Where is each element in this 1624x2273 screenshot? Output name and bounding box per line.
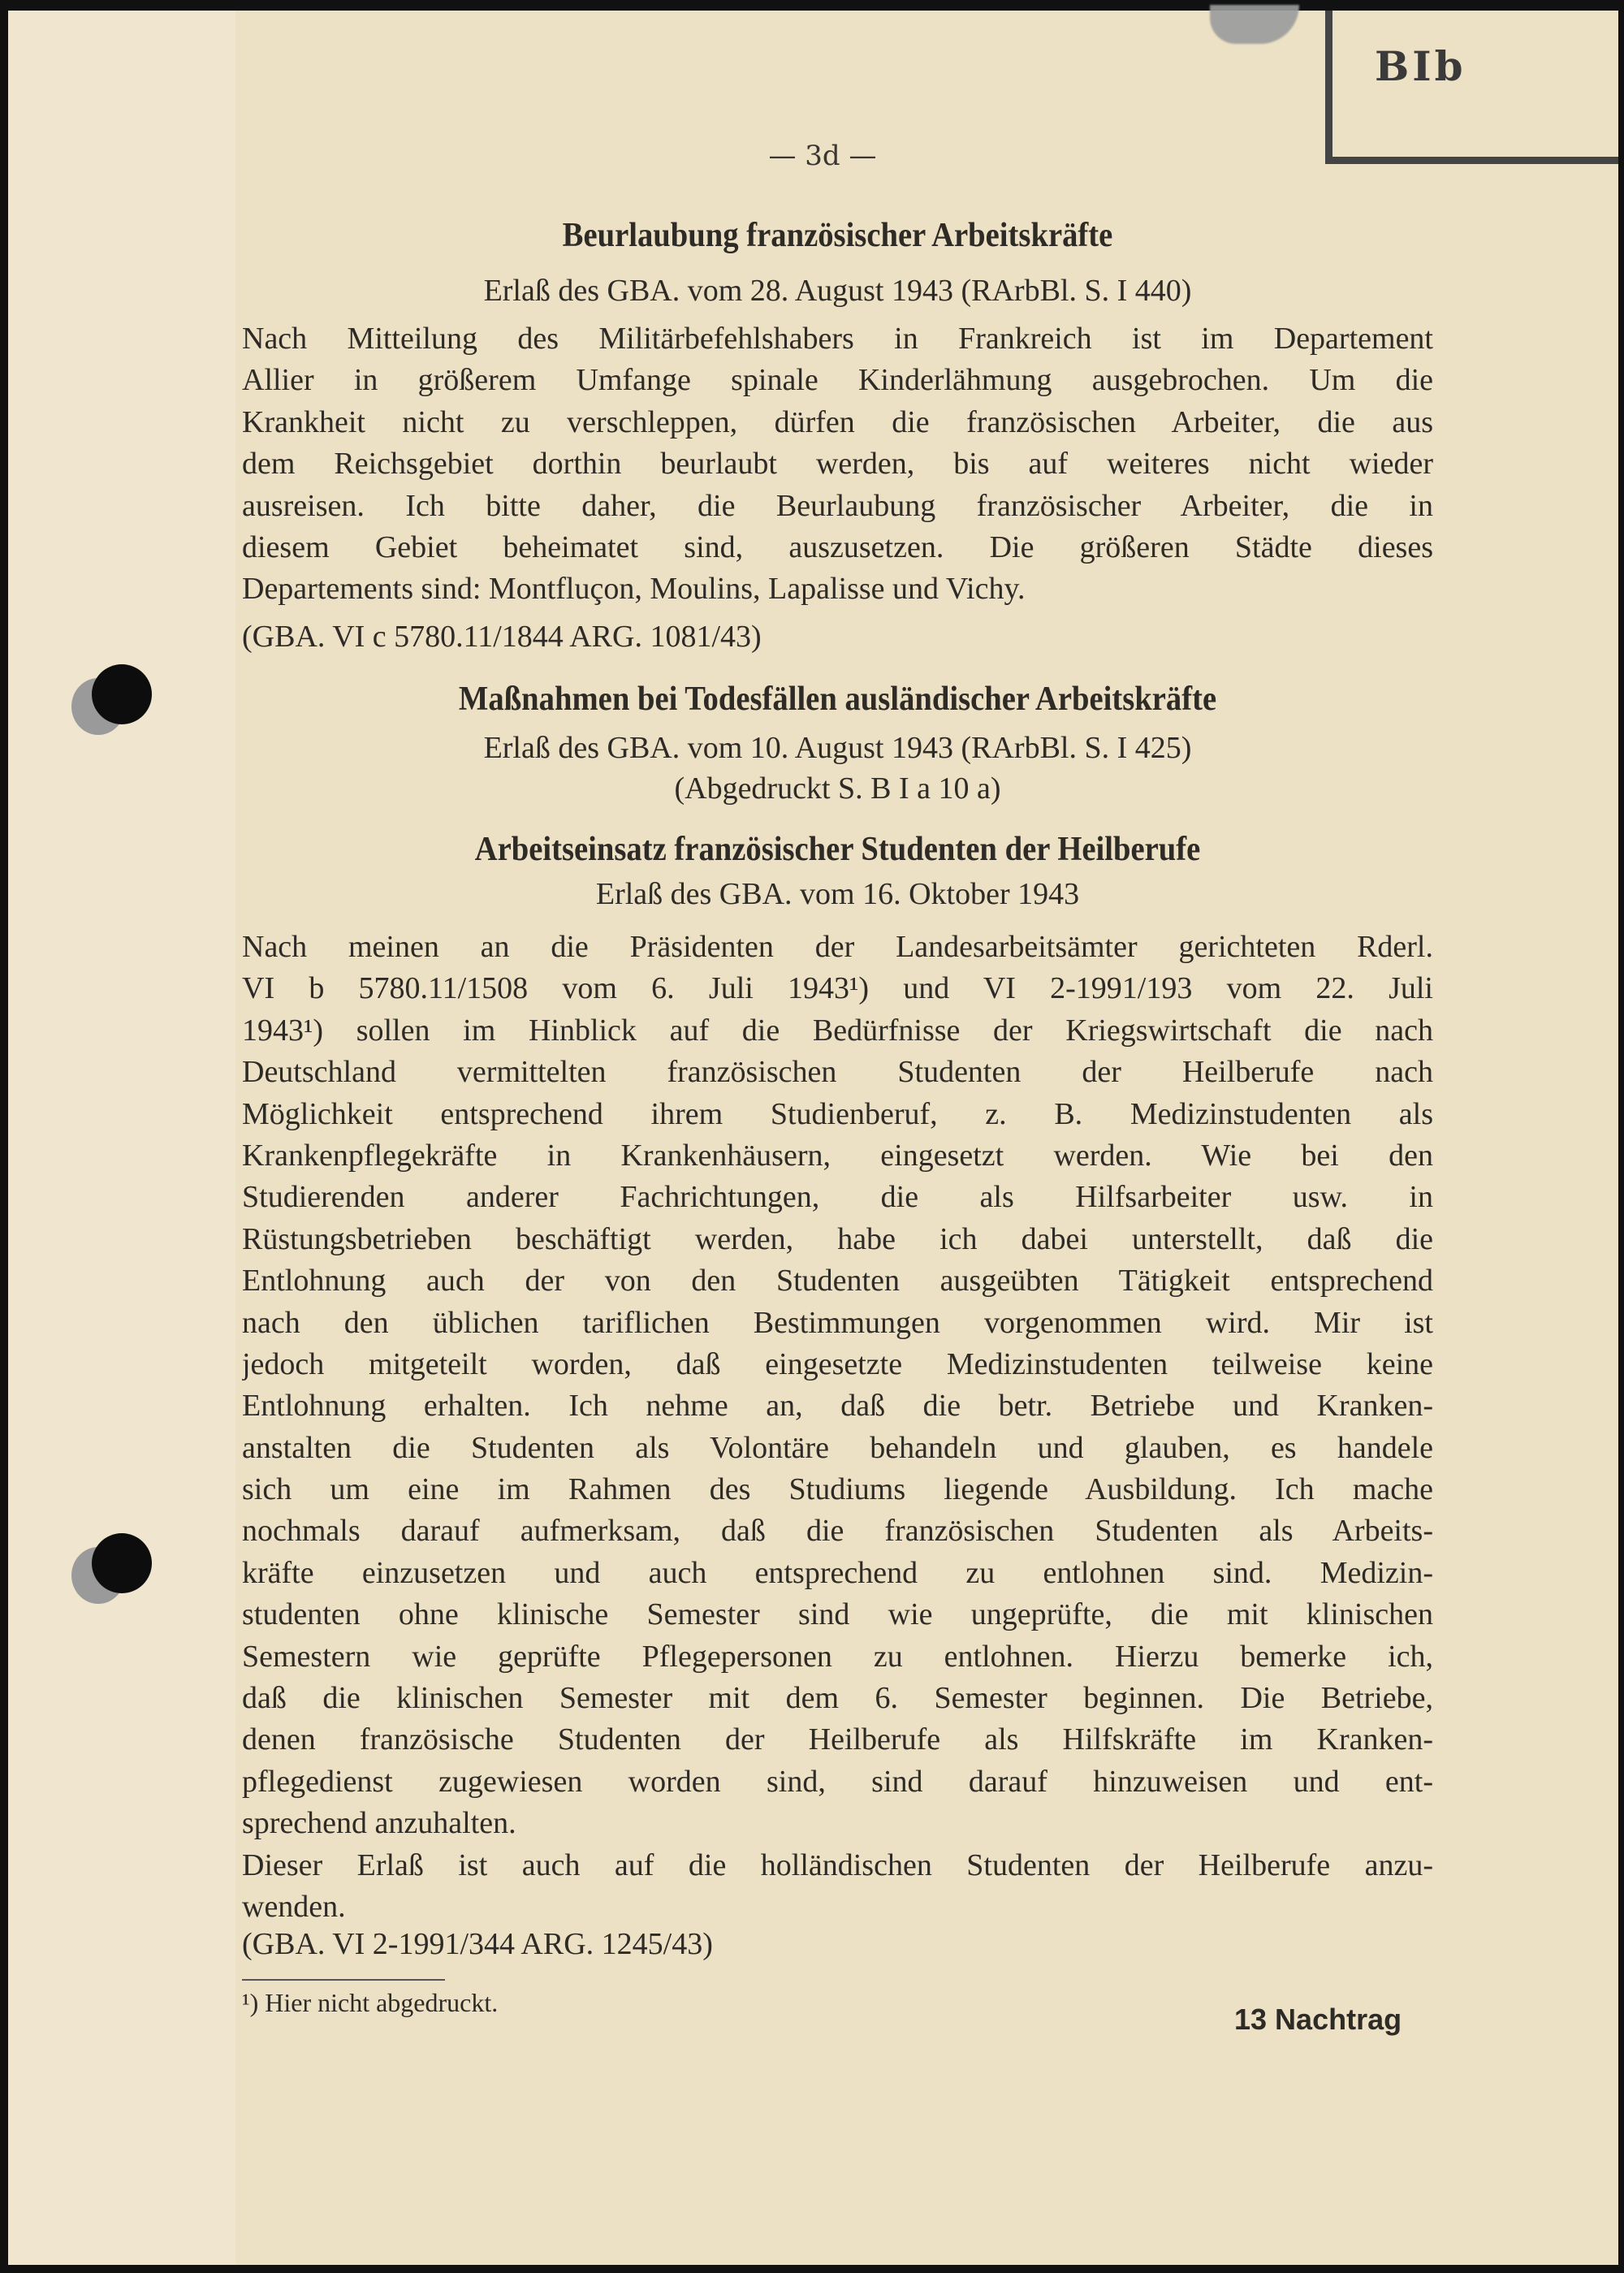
body-line: kräfte einzusetzen und auch entsprechend zu entlohnen sind. Medizin- (242, 1555, 1433, 1590)
footnote-rule (242, 1979, 445, 1981)
body-line: Studierenden anderer Fachrichtungen, die als Hilfsarbeiter usw. in (242, 1180, 1433, 1215)
section-body (242, 927, 1433, 1928)
section-title: Maßnahmen bei Todesfällen ausländischer Arbeitskräfte (458, 681, 1217, 718)
page-number: — 3d — (768, 140, 877, 172)
body-line: Krankenpflegekräfte in Krankenhäusern, eingesetzt werden. Wie bei den (242, 1138, 1433, 1173)
body-line: Krankheit nicht zu verschleppen, dürfen die französischen Arbeiter, die aus (242, 404, 1433, 439)
body-line: ausreisen. Ich bitte daher, die Beurlaubung französischer Arbeiter, die in (242, 488, 1433, 523)
body-line: wenden. (242, 1889, 346, 1924)
section-title: Arbeitseinsatz französischer Studenten der Heilberufe (474, 831, 1201, 868)
section-subtitle: Erlaß des GBA. vom 10. August 1943 (RArbBl. S. I 425) (483, 731, 1192, 765)
body-line: dem Reichsgebiet dorthin beurlaubt werden, bis auf weiteres nicht wieder (242, 447, 1433, 482)
section-body (242, 318, 1433, 611)
body-line: sprechend anzuhalten. (242, 1806, 516, 1841)
body-line: nach den üblichen tariflichen Bestimmungen vorgenommen wird. Mir ist (242, 1305, 1433, 1340)
body-line: Departements sind: Montfluçon, Moulins, Lapalisse und Vichy. (242, 572, 1026, 607)
body-line: Semestern wie geprüfte Pflegepersonen zu entlohnen. Hierzu bemerke ich, (242, 1639, 1433, 1674)
paper-margin-strip (8, 11, 235, 2265)
body-line: Allier in größerem Umfange spinale Kinderlähmung ausgebrochen. Um die (242, 363, 1433, 398)
body-line: Möglichkeit entsprechend ihrem Studienberuf, z. B. Medizinstudenten als (242, 1096, 1433, 1131)
section-note: (Abgedruckt S. B I a 10 a) (674, 771, 1001, 806)
body-line: studenten ohne klinische Semester sind wie ungeprüfte, die mit klinischen (242, 1597, 1433, 1632)
body-line: Rüstungsbetrieben beschäftigt werden, habe ich dabei unterstellt, daß die (242, 1221, 1433, 1256)
body-line: 1943¹) sollen im Hinblick auf die Bedürfnisse der Kriegswirtschaft die nach (242, 1013, 1433, 1048)
body-line: daß die klinischen Semester mit dem 6. Semester beginnen. Die Betriebe, (242, 1681, 1433, 1716)
supplement-label: 13 Nachtrag (1234, 2003, 1402, 2036)
body-line: denen französische Studenten der Heilberufe als Hilfskräfte im Kranken- (242, 1722, 1433, 1757)
body-line: Nach Mitteilung des Militärbefehlshabers in Frankreich ist im Departement (242, 322, 1433, 356)
footnote: ¹) Hier nicht abgedruckt. (242, 1988, 499, 2017)
body-line: nochmals darauf aufmerksam, daß die französischen Studenten als Arbeits- (242, 1514, 1433, 1549)
body-line: pflegedienst zugewiesen worden sind, sind darauf hinzuweisen und ent- (242, 1764, 1433, 1799)
body-line: Entlohnung auch der von den Studenten ausgeübten Tätigkeit entsprechend (242, 1264, 1433, 1299)
section-reference: (GBA. VI c 5780.11/1844 ARG. 1081/43) (242, 620, 762, 654)
section-subtitle: Erlaß des GBA. vom 28. August 1943 (RArbBl. S. I 440) (483, 274, 1192, 308)
body-line: VI b 5780.11/1508 vom 6. Juli 1943¹) und VI 2-1991/193 vom 22. Juli (242, 971, 1433, 1006)
body-line: anstalten die Studenten als Volontäre behandeln und glauben, es handele (242, 1430, 1433, 1465)
section-reference: (GBA. VI 2-1991/344 ARG. 1245/43) (242, 1927, 713, 1961)
section-subtitle: Erlaß des GBA. vom 16. Oktober 1943 (595, 877, 1080, 911)
punch-hole (92, 664, 152, 724)
body-line: Entlohnung erhalten. Ich nehme an, daß die betr. Betriebe und Kranken- (242, 1389, 1433, 1424)
body-line: sich um eine im Rahmen des Studiums liegende Ausbildung. Ich mache (242, 1472, 1433, 1507)
body-line: jedoch mitgeteilt worden, daß eingesetzte Medizinstudenten teilweise keine (242, 1346, 1433, 1381)
section-title: Beurlaubung französischer Arbeitskräfte (562, 217, 1113, 254)
section-code: BIb (1375, 42, 1466, 90)
body-line: Nach meinen an die Präsidenten der Landesarbeitsämter gerichteten Rderl. (242, 930, 1433, 964)
punch-hole (92, 1533, 152, 1593)
body-line: Deutschland vermittelten französischen Studenten der Heilberufe nach (242, 1055, 1433, 1090)
body-line: Dieser Erlaß ist auch auf die holländischen Studenten der Heilberufe anzu- (242, 1847, 1433, 1882)
body-line: diesem Gebiet beheimatet sind, auszusetzen. Die größeren Städte dieses (242, 529, 1433, 564)
